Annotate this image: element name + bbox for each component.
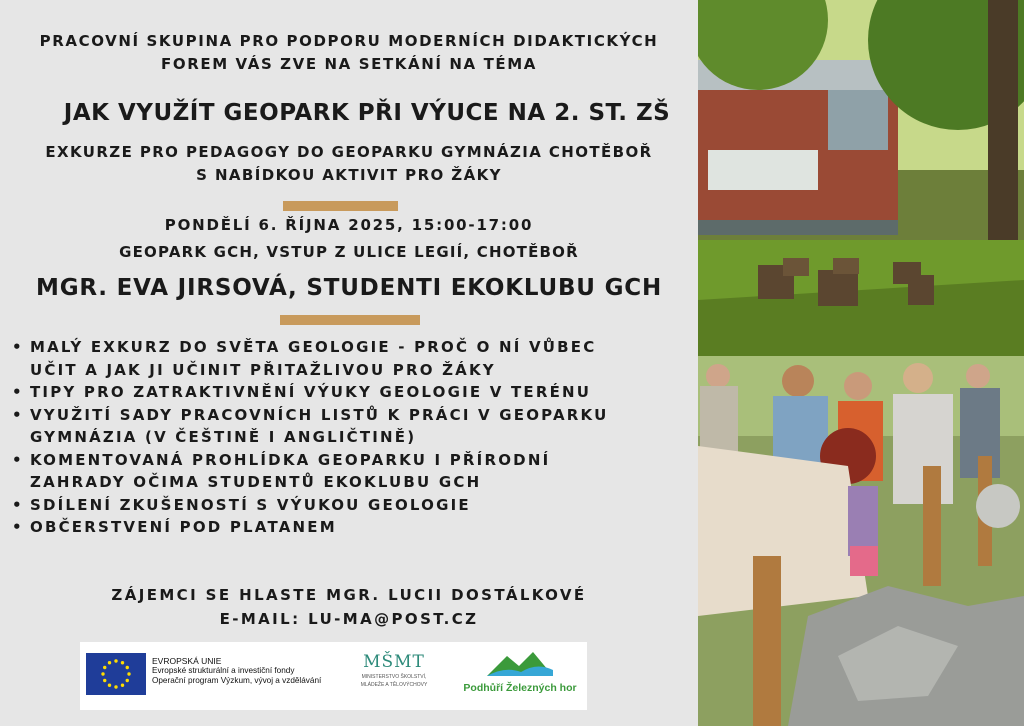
- photo-column: [698, 0, 1024, 726]
- eu-star-icon: [108, 661, 111, 664]
- contact-block: [0, 583, 698, 631]
- subtitle-line-1: EXKURZE PRO PEDAGOGY DO GEOPARKU GYMNÁZIA CHOTĚBOŘ: [45, 143, 653, 161]
- divider-bar-top: [283, 201, 398, 211]
- eu-star-icon: [126, 679, 129, 682]
- eu-star-icon: [101, 672, 104, 675]
- eu-star-icon: [126, 666, 129, 669]
- email-label: E-MAIL:: [219, 610, 301, 628]
- list-item: • KOMENTOVANÁ PROHLÍDKA GEOPARKU I PŘÍRODNÍ ZAHRADY OČIMA STUDENTŮ EKOKLUBU GCH: [10, 449, 690, 494]
- msmt-logo: [346, 652, 442, 702]
- intro-text: [0, 30, 698, 76]
- intro-line-1: PRACOVNÍ SKUPINA PRO PODPORU MODERNÍCH DIDAKTICKÝCH: [39, 32, 659, 50]
- contact-line: ZÁJEMCI SE HLASTE MGR. LUCII DOSTÁLKOVÉ: [111, 586, 587, 604]
- list-item: • SDÍLENÍ ZKUŠENOSTÍ S VÝUKOU GEOLOGIE: [10, 494, 690, 517]
- email-line: [0, 607, 698, 631]
- hills-icon: [485, 648, 555, 678]
- event-title: JAK VYUŽÍT GEOPARK PŘI VÝUCE NA 2. ST. ZŠ: [63, 100, 671, 126]
- intro-line-2: FOREM VÁS ZVE NA SETKÁNÍ NA TÉMA: [161, 55, 537, 73]
- email-address[interactable]: LU-MA@POST.CZ: [308, 610, 479, 628]
- eu-star-icon: [103, 666, 106, 669]
- podhuri-logo: [460, 648, 580, 704]
- eu-line-2: Evropské strukturální a investiční fondy: [152, 666, 295, 675]
- eu-star-icon: [121, 684, 124, 687]
- msmt-mark: MŠMT: [363, 652, 425, 672]
- eu-star-icon: [114, 659, 117, 662]
- eu-star-icon: [108, 684, 111, 687]
- list-item: • OBČERSTVENÍ POD PLATANEM: [10, 516, 690, 539]
- eu-star-icon: [114, 685, 117, 688]
- divider-bar-bottom: [280, 315, 420, 325]
- list-item: • TIPY PRO ZATRAKTIVNĚNÍ VÝUKY GEOLOGIE V TERÉNU: [10, 381, 690, 404]
- event-speakers: MGR. EVA JIRSOVÁ, STUDENTI EKOKLUBU GCH: [36, 275, 662, 301]
- program-list: [10, 336, 690, 539]
- event-subtitle: [0, 141, 698, 187]
- eu-flag-icon: [86, 653, 146, 695]
- msmt-line-2: MLÁDEŽE A TĚLOVÝCHOVY: [360, 682, 428, 688]
- event-date: PONDĚLÍ 6. ŘÍJNA 2025, 15:00-17:00: [164, 216, 534, 234]
- geopark-garden-photo: [698, 0, 1024, 356]
- list-item: • VYUŽITÍ SADY PRACOVNÍCH LISTŮ K PRÁCI V GEOPARKU GYMNÁZIA (V ČEŠTINĚ I ANGLIČTINĚ): [10, 404, 690, 449]
- eu-star-icon: [127, 672, 130, 675]
- eu-funding-text: [152, 656, 321, 686]
- sponsor-logos: [80, 642, 587, 710]
- list-item: • MALÝ EXKURZ DO SVĚTA GEOLOGIE - PROČ O NÍ VŮBEC UČIT A JAK JI UČINIT PŘITAŽLIVOU PRO ŽÁKY: [10, 336, 690, 381]
- msmt-line-1: MINISTERSTVO ŠKOLSTVÍ,: [361, 674, 427, 680]
- eu-title: EVROPSKÁ UNIE: [152, 656, 222, 666]
- eu-star-icon: [103, 679, 106, 682]
- subtitle-line-2: S NABÍDKOU AKTIVIT PRO ŽÁKY: [196, 166, 502, 184]
- eu-star-icon: [121, 661, 124, 664]
- podhuri-name: Podhůří Železných hor: [463, 682, 577, 694]
- geopark-visitors-photo: [698, 356, 1024, 726]
- eu-line-3: Operační program Výzkum, vývoj a vzdělávání: [152, 676, 322, 685]
- event-place: GEOPARK GCH, VSTUP Z ULICE LEGIÍ, CHOTĚBOŘ: [119, 243, 579, 261]
